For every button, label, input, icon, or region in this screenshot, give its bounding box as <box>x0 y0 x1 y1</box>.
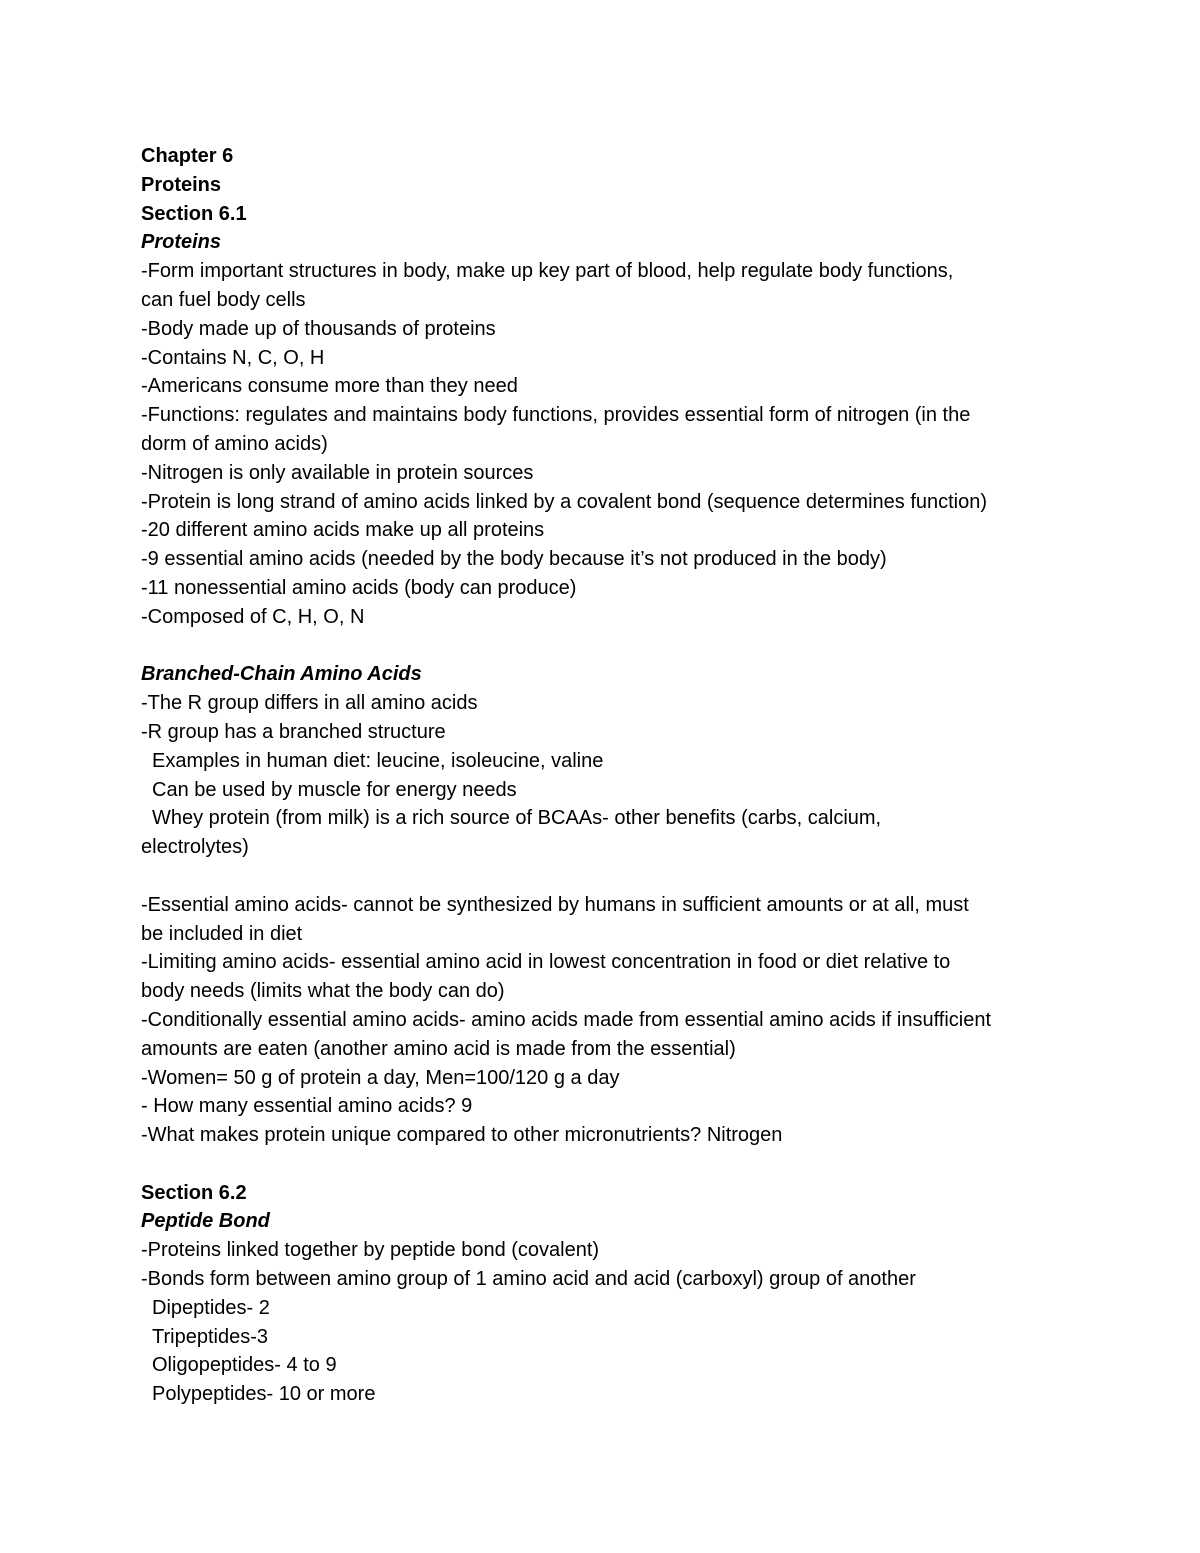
peptide-bond-heading: Peptide Bond <box>141 1210 270 1233</box>
text-line: -Americans consume more than they need <box>141 375 518 398</box>
text-line: -9 essential amino acids (needed by the body because it’s not produced in the body) <box>141 548 887 571</box>
chapter-title: Chapter 6 <box>141 145 234 167</box>
text-line: -Contains N, C, O, H <box>141 346 325 369</box>
text-line: electrolytes) <box>141 836 249 859</box>
text-line: body needs (limits what the body can do) <box>141 980 505 1003</box>
text-line: -11 nonessential amino acids (body can produce) <box>141 576 577 599</box>
text-line: -The R group differs in all amino acids <box>141 692 478 715</box>
text-line: -Conditionally essential amino acids- amino acids made from essential amino acids if insufficient <box>141 1008 992 1031</box>
section-title: Section 6.2 <box>141 1181 247 1204</box>
indented-line: Polypeptides- 10 or more <box>152 1383 376 1406</box>
indented-line: Whey protein (from milk) is a rich source of BCAAs- other benefits (carbs, calcium, <box>152 807 882 830</box>
text-line: -Bonds form between amino group of 1 amino acid and acid (carboxyl) group of another <box>141 1268 916 1291</box>
text-line: -Protein is long strand of amino acids linked by a covalent bond (sequence determines function) <box>141 490 988 513</box>
text-line: -Nitrogen is only available in protein sources <box>141 461 534 484</box>
blank-line <box>141 862 1081 891</box>
text-line: -Limiting amino acids- essential amino acid in lowest concentration in food or diet relative to <box>141 951 951 974</box>
text-line: -Functions: regulates and maintains body functions, provides essential form of nitrogen (in the <box>141 404 971 427</box>
text-line: -Women= 50 g of protein a day, Men=100/120 g a day <box>141 1066 620 1089</box>
text-line: -Essential amino acids- cannot be synthesized by humans in sufficient amounts or at all, must <box>141 893 969 916</box>
text-line: dorm of amino acids) <box>141 432 328 455</box>
text-line: -20 different amino acids make up all proteins <box>141 519 545 542</box>
indented-line: Examples in human diet: leucine, isoleucine, valine <box>152 749 604 772</box>
section-title: Section 6.1 <box>141 202 247 225</box>
indented-line: Tripeptides-3 <box>152 1325 268 1348</box>
text-line: -R group has a branched structure <box>141 720 446 743</box>
text-line: -Body made up of thousands of proteins <box>141 317 496 340</box>
indented-line: Oligopeptides- 4 to 9 <box>152 1354 337 1377</box>
text-line: -Form important structures in body, make up key part of blood, help regulate body functions, <box>141 260 954 283</box>
text-line: amounts are eaten (another amino acid is made from the essential) <box>141 1037 736 1060</box>
section-heading: Proteins <box>141 231 222 254</box>
text-line: can fuel body cells <box>141 288 306 311</box>
text-line: be included in diet <box>141 922 303 945</box>
text-line: -Proteins linked together by peptide bond (covalent) <box>141 1239 600 1262</box>
text-line: -Composed of C, H, O, N <box>141 605 365 628</box>
bcaa-heading: Branched-Chain Amino Acids <box>141 663 422 686</box>
blank-line <box>141 632 1081 661</box>
chapter-topic: Proteins <box>141 173 222 196</box>
document-body <box>141 142 1081 1409</box>
text-line: -What makes protein unique compared to other micronutrients? Nitrogen <box>141 1124 783 1147</box>
text-line: - How many essential amino acids? 9 <box>141 1095 473 1118</box>
indented-line: Can be used by muscle for energy needs <box>152 778 517 801</box>
blank-line <box>141 1150 1081 1179</box>
indented-line: Dipeptides- 2 <box>152 1296 270 1319</box>
